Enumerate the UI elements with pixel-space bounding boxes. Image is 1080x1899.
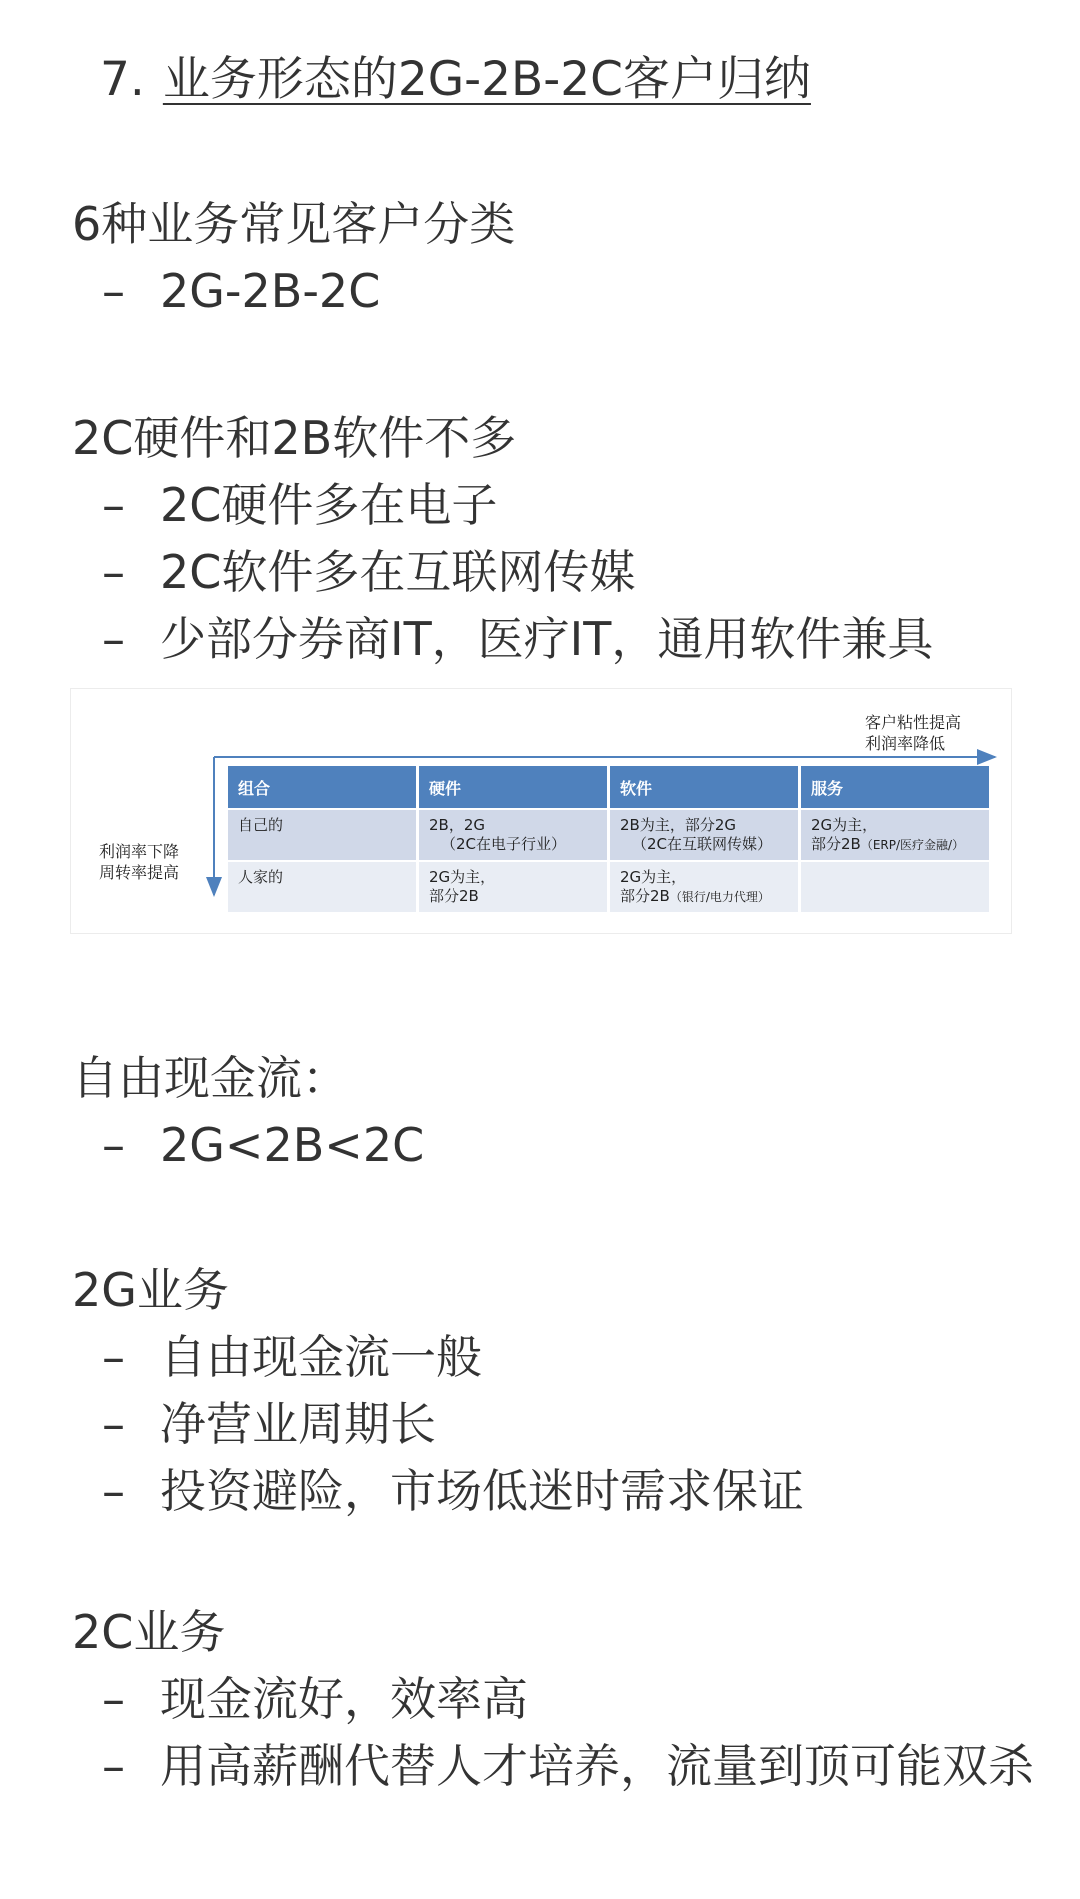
top-axis-label-line1: 客户粘性提高 — [865, 713, 962, 732]
section-heading: 2C硬件和2B软件不多 — [72, 411, 517, 465]
table-cell — [419, 862, 607, 912]
title-number: 7. — [100, 52, 145, 107]
table-row — [228, 810, 989, 860]
dash-marker: – — [102, 1397, 125, 1451]
cell-line: 2G为主， — [429, 868, 496, 886]
table-cell — [419, 810, 607, 860]
list-item-text: 2G<2B<2C — [160, 1118, 425, 1172]
dash-marker: – — [102, 612, 125, 666]
cell-text: 部分2B — [620, 887, 670, 905]
list-item-text: 2G-2B-2C — [160, 264, 381, 318]
section-customer-types — [72, 190, 1032, 325]
row-label: 自己的 — [238, 816, 284, 834]
dash-marker: – — [102, 1118, 125, 1172]
table-cell — [610, 810, 798, 860]
list-item — [72, 539, 1032, 606]
list-item — [72, 1391, 1032, 1458]
list-item — [72, 1112, 1032, 1179]
list-item-text: 自由现金流一般 — [160, 1330, 482, 1384]
table-cell — [801, 810, 989, 860]
row-label-cell — [228, 862, 416, 912]
cell-text: 部分2B — [811, 835, 861, 853]
cell-line: （2C在电子行业） — [441, 835, 567, 853]
header-cell: 软件 — [610, 766, 798, 808]
page-title — [100, 45, 811, 115]
top-axis-label-line2: 利润率降低 — [865, 734, 946, 753]
cell-line — [811, 835, 979, 855]
dash-marker: – — [102, 1672, 125, 1726]
header-cell: 硬件 — [419, 766, 607, 808]
list-item — [72, 472, 1032, 539]
table-row — [228, 862, 989, 912]
section-heading: 6种业务常见客户分类 — [72, 197, 516, 251]
dash-marker: – — [102, 1464, 125, 1518]
section-2c-business — [72, 1598, 1032, 1800]
section-heading: 2G业务 — [72, 1263, 229, 1317]
left-axis-label-line1: 利润率下降 — [99, 842, 180, 861]
title-text: 业务形态的2G-2B-2C客户归纳 — [162, 52, 811, 107]
list-item-text: 净营业周期长 — [160, 1397, 436, 1451]
cell-note: （ERP/医疗金融/） — [860, 838, 965, 852]
cell-line: 2G为主， — [620, 868, 687, 886]
list-item — [72, 1458, 1032, 1525]
list-item — [72, 1324, 1032, 1391]
section-heading: 自由现金流： — [72, 1051, 348, 1105]
dash-marker: – — [102, 1330, 125, 1384]
cell-note: （银行/电力代理） — [669, 890, 770, 904]
row-label-cell — [228, 810, 416, 860]
cell-line — [620, 887, 788, 907]
left-axis-label — [99, 841, 179, 883]
section-heading: 2C业务 — [72, 1605, 226, 1659]
cell-line: （2C在互联网传媒） — [632, 835, 773, 853]
table-cell — [610, 862, 798, 912]
top-axis-label — [865, 712, 961, 754]
list-item — [72, 1733, 1080, 1800]
dash-marker: – — [102, 545, 125, 599]
cell-line: 2B，2G — [429, 816, 486, 834]
list-item-text: 2C软件多在互联网传媒 — [160, 545, 636, 599]
dash-marker: – — [102, 264, 125, 318]
list-item — [72, 258, 1032, 325]
section-2g-business — [72, 1256, 1032, 1525]
list-item-text: 2C硬件多在电子 — [160, 478, 498, 532]
table-cell — [801, 862, 989, 912]
header-cell: 服务 — [801, 766, 989, 808]
cell-line: 部分2B — [429, 887, 479, 905]
cell-line: 2G为主， — [811, 816, 878, 834]
row-label: 人家的 — [238, 868, 284, 886]
dash-marker: – — [102, 478, 125, 532]
customer-matrix-figure — [70, 688, 1012, 934]
list-item-text: 少部分券商IT，医疗IT，通用软件兼具 — [160, 612, 934, 666]
list-item — [72, 1666, 1032, 1733]
list-item-text: 投资避险，市场低迷时需求保证 — [160, 1464, 804, 1518]
header-cell: 组合 — [228, 766, 416, 808]
matrix-table — [225, 764, 992, 914]
list-item — [72, 606, 1032, 673]
dash-marker: – — [102, 1739, 125, 1793]
table-header-row — [228, 766, 989, 808]
cell-line: 2B为主，部分2G — [620, 816, 737, 834]
section-free-cash-flow — [72, 1044, 1032, 1179]
list-item-text: 现金流好，效率高 — [160, 1672, 528, 1726]
left-axis-label-line2: 周转率提高 — [99, 863, 180, 882]
section-2c-hardware-2b-software — [72, 404, 1032, 673]
list-item-text: 用高薪酬代替人才培养，流量到顶可能双杀 — [160, 1739, 1034, 1793]
